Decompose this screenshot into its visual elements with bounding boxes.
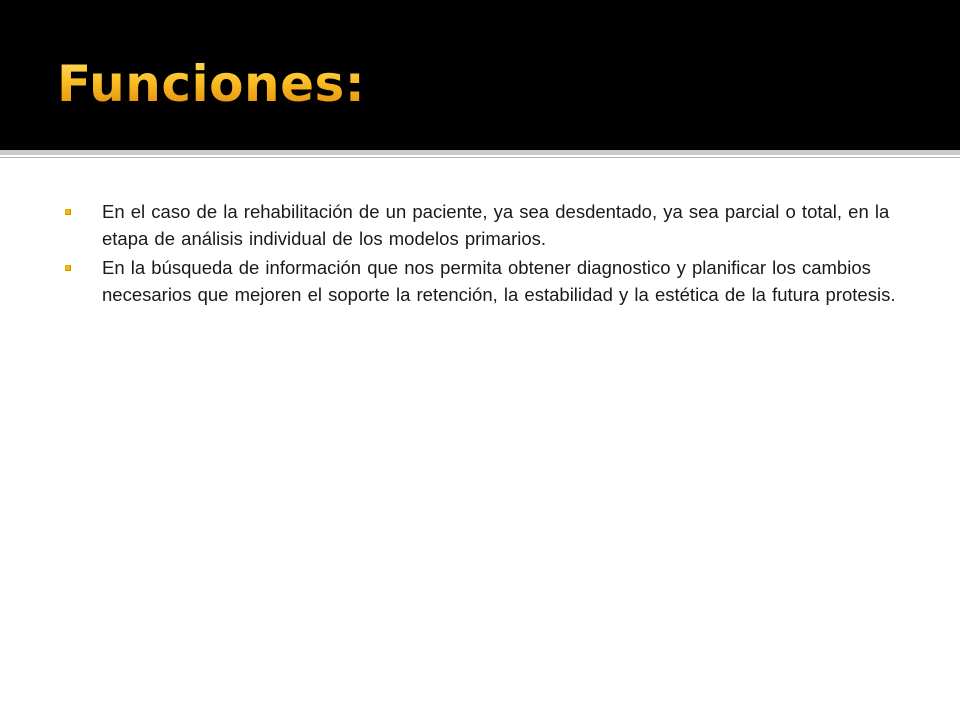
bullet-text: En la búsqueda de información que nos permita obtener diagnostico y planificar los cambios necesarios que mejoren el soporte la retención, la estabilidad y la estética de la futura protesis. bbox=[102, 257, 896, 305]
bullet-text: En el caso de la rehabilitación de un paciente, ya sea desdentado, ya sea parcial o total, en la etapa de análisis individual de los modelos primarios. bbox=[102, 201, 890, 249]
title-divider bbox=[0, 150, 960, 155]
square-bullet-icon bbox=[65, 265, 71, 271]
bullet-item bbox=[60, 254, 920, 308]
slide-title: Funciones: bbox=[57, 48, 365, 120]
bullet-list bbox=[60, 198, 920, 310]
bullet-item bbox=[60, 198, 920, 252]
title-band bbox=[0, 0, 960, 150]
title-divider-thin bbox=[0, 157, 960, 158]
square-bullet-icon bbox=[65, 209, 71, 215]
